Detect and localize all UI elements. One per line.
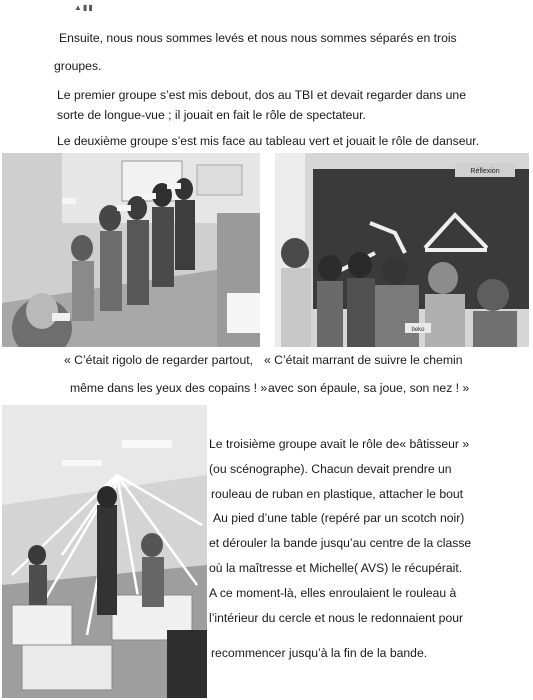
scan-mark: ▲▮▮ [74, 3, 94, 12]
quote-right-line-1: « C’était marrant de suivre le chemin [264, 353, 463, 367]
intro-line-2: groupes. [54, 59, 102, 73]
group2-line-1: Le deuxième groupe s’est mis face au tableau vert et jouait le rôle de danseur. [57, 134, 480, 148]
quote-right-line-2: avec son épaule, sa joue, son nez ! » [268, 381, 470, 395]
group3-line-9: recommencer jusqu’à la fin de la bande. [211, 646, 428, 660]
quote-left-line-2: même dans les yeux des copains ! » [70, 381, 268, 395]
group1-line-2: sorte de longue-vue ; il jouait en fait le rôle de spectateur. [57, 108, 366, 122]
group3-line-7: A ce moment-là, elles enroulaient le rouleau à [209, 586, 457, 600]
group3-line-4: Au pied d’une table (repéré par un scotch noir) [213, 511, 465, 525]
photo-builders [2, 405, 207, 698]
intro-line-1: Ensuite, nous nous sommes levés et nous nous sommes séparés en trois [59, 31, 457, 45]
group3-line-1: Le troisième groupe avait le rôle de« bâtisseur » [209, 437, 470, 451]
board-label: Réflexion [470, 168, 500, 175]
group1-line-1: Le premier groupe s’est mis debout, dos au TBI et devait regarder dans une [57, 88, 466, 102]
photo-dancers [275, 153, 529, 347]
photo-spectators [2, 153, 260, 347]
wall-label: beko [411, 327, 425, 333]
group3-line-8: l’intérieur du cercle et nous le redonnaient pour [209, 611, 464, 625]
quote-left-line-1: « C’était rigolo de regarder partout, [64, 353, 254, 367]
group3-line-3: rouleau de ruban en plastique, attacher le bout [211, 487, 464, 501]
group3-line-5: et dérouler la bande jusqu’au centre de la classe [209, 536, 472, 550]
group3-line-6: où la maîtresse et Michelle( AVS) le récupérait. [209, 561, 463, 575]
group3-line-2: (ou scénographe). Chacun devait prendre un [209, 462, 452, 476]
